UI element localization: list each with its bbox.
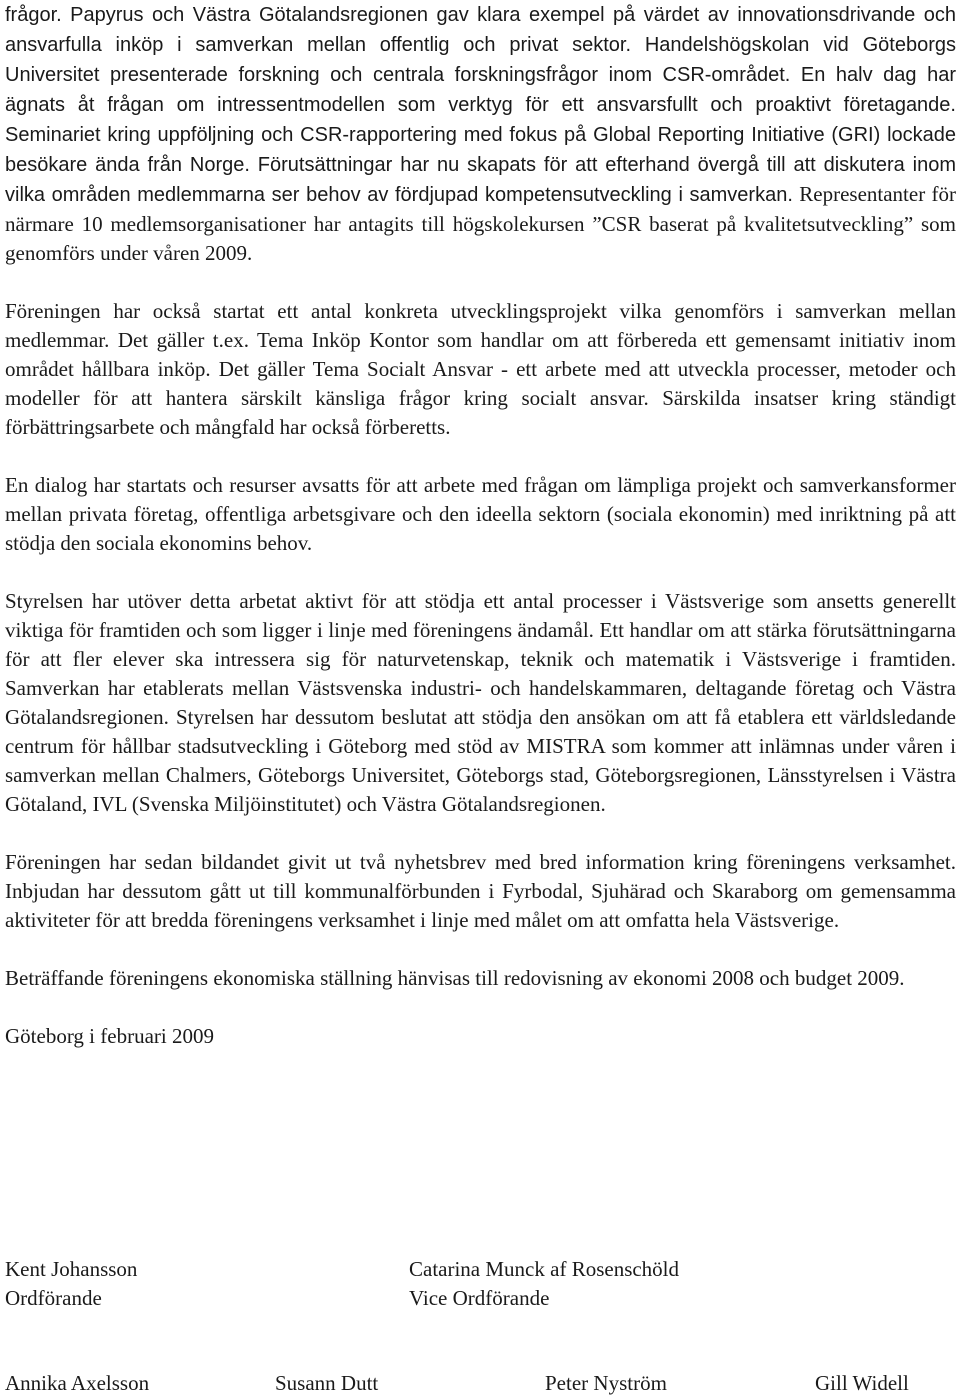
signature-name: Kent Johansson [5, 1257, 138, 1281]
paragraph-development-projects: Föreningen har också startat ett antal konkreta utvecklingsprojekt vilka genomförs i samverkan mellan medlemmar. Det gäller t.ex. Tema Inköp Kontor som handlar om att förbereda ett gemensamt initiativ inom området hållbara inköp. Det gäller Tema Socialt Ansvar - ett arbete med att utveckla processer, metoder och modeller för att hantera särskilt känsliga frågor kring socialt ansvar. Särskilda insatser kring ständigt förbättringsarbete och mångfald har också förberetts. [5, 299, 956, 439]
signature-name: Susann Dutt [275, 1371, 379, 1395]
signature-member [545, 1369, 667, 1398]
signature-title: Ordförande [5, 1286, 102, 1310]
paragraph-dialog: En dialog har startats och resurser avsatts för att arbete med frågan om lämpliga projekt och samverkansformer mellan privata företag, offentliga arbetsgivare och den ideella sektorn (sociala ekonomin) med inriktning på att stödja den sociala ekonomins behov. [5, 473, 956, 555]
paragraph-economy: Beträffande föreningens ekonomiska ställning hänvisas till redovisning av ekonomi 2008 och budget 2009. [5, 966, 905, 990]
signature-chair [5, 1255, 137, 1313]
signature-member [5, 1369, 149, 1398]
paragraph-newsletters: Föreningen har sedan bildandet givit ut två nyhetsbrev med bred information kring föreningens verksamhet. Inbjudan har dessutom gått ut till kommunalförbunden i Fyrbodal, Sjuhärad och Skaraborg om gemensamma aktiviteter för att bredda föreningens verksamhet i linje med målet om att omfatta hela Västsverige. [5, 850, 956, 932]
signature-title: Vice Ordförande [409, 1286, 550, 1310]
signature-name: Peter Nyström [545, 1371, 667, 1395]
paragraph-csr-activities [5, 0, 956, 268]
signature-name: Catarina Munck af Rosenschöld [409, 1257, 680, 1281]
signature-member [275, 1369, 378, 1398]
document-body [5, 0, 956, 1051]
signature-name: Annika Axelsson [5, 1371, 150, 1395]
signature-member [815, 1369, 909, 1398]
paragraph-board-work: Styrelsen har utöver detta arbetat aktivt för att stödja ett antal processer i Västsverige som ansetts generellt viktiga för framtiden och som ligger i linje med föreningens ändamål. Ett handlar om att stärka förutsättningarna för att fler elever ska intressera sig för naturvetenskap, teknik och matematik i Västsverige i framtiden. Samverkan har etablerats mellan Västsvenska industri- och handelskammaren, deltagande företag och Västra Götalandsregionen. Styrelsen har dessutom beslutat att stödja den ansökan om att få etablera ett världsledande centrum för hållbar stadsutveckling i Göteborg med stöd av MISTRA som kommer att inlämnas under våren i samverkan mellan Chalmers, Göteborgs Universitet, Göteborgs stad, Göteborgsregionen, Länsstyrelsen i Västra Götaland, IVL (Svenska Miljöinstitutet) och Västra Götalandsregionen. [5, 589, 956, 816]
paragraph-csr-activities-serif-text: Representanter för närmare 10 medlemsorganisationer har antagits till högskolekursen ”CSR baserat på kvalitetsutveckling” som genomförs under våren 2009. [5, 182, 957, 265]
paragraph-csr-activities-sans-text: frågor. Papyrus och Västra Götalandsregionen gav klara exempel på värdet av innovationsdrivande och ansvarfulla inköp i samverkan mellan offentlig och privat sektor. Handelshögskolan vid Göteborgs Universitet presenterade forskning och centrala forskningsfrågor inom CSR-området. En halv dag har ägnats åt frågan om intressentmodellen som verktyg för ett ansvarsfullt och proaktivt företagande. Seminariet kring uppföljning och CSR-rapportering med fokus på Global Reporting Initiative (GRI) lockade besökare ända från Norge. Förutsättningar har nu skapats för att efterhand övergå till att diskutera inom vilka områden medlemmarna ser behov av fördjupad kompetensutveckling i samverkan. [5, 4, 956, 206]
signature-vice-chair [409, 1255, 679, 1313]
place-and-date: Göteborg i februari 2009 [5, 1024, 214, 1048]
signature-name: Gill Widell [815, 1371, 909, 1395]
